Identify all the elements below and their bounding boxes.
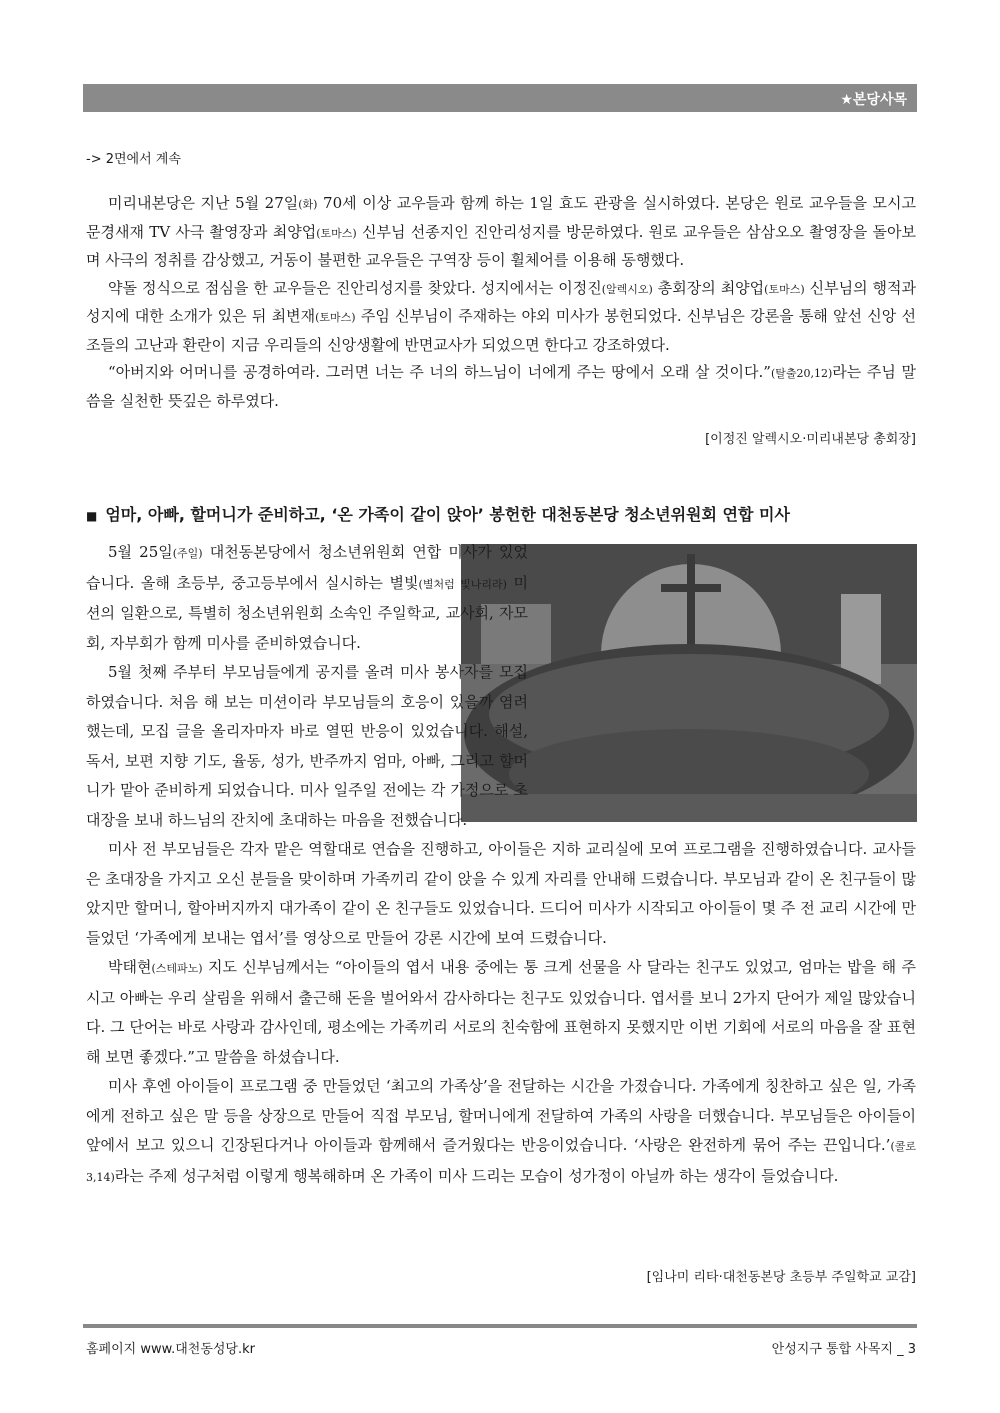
paragraph: 미사 전 부모님들은 각자 맡은 역할대로 연습을 진행하고, 아이들은 지하 교리실에 모여 프로그램을 진행하였습니다. 교사들은 초대장을 가지고 오신 분들을 맞이하며 가족끼리 같이 앉을 수 있게 자리를 안내해 드렸습니다. 부모님과 같이 온 친구들이 많았지만 할머니, 할아버지까지 대가족이 같이 온 친구들도 있었습니다. 드디어 미사가 시작되고 아이들이 몇 주 전 교리 시간에 만들었던 ‘가족에게 보내는 엽서’를 영상으로 만들어 강론 시간에 보여 드렸습니다. bbox=[86, 840, 916, 947]
paragraph: 미리내본당은 지난 5월 27일(화) 70세 이상 교우들과 함께 하는 1일 효도 관광을 실시하였다. 본당은 원로 교우들을 모시고 문경새재 TV 사극 촬영장과 최양업(토마스) 신부님 선종지인 진안리성지를 방문하였다. 원로 교우들은 삼삼오오 촬영장을 돌아보며 사극의 정취를 감상했고, 거동이 불편한 교우들은 구역장 등이 휠체어를 이용해 동행했다. bbox=[86, 194, 917, 269]
paragraph: 5월 첫째 주부터 부모님들에게 공지를 올려 미사 봉사자를 모집하였습니다. 처음 해 보는 미션이라 부모님들의 호응이 있을까 염려했는데, 모집 글을 올리자마자 바로 열띤 반응이 있었습니다. 해설, 독서, 보편 지향 기도, 율동, 성가, 반주까지 엄마, 아빠, 그리고 할머니가 맡아 준비하게 되었습니다. 미사 일주일 전에는 각 가정으로 초대장을 보내 하느님의 잔치에 초대하는 마음을 전했습니다. bbox=[86, 663, 528, 829]
paragraph: 5월 25일(주일) 대천동본당에서 청소년위원회 연합 미사가 있었습니다. 올해 초등부, 중고등부에서 실시하는 별빛(별처럼 빛나리라) 미션의 일환으로, 특별히 청소년위원회 소속인 주일학교, 교사회, 자모회, 자부회가 함께 미사를 준비하였습니다. bbox=[86, 543, 529, 652]
article-credit: [임나미 리타·대천동본당 초등부 주일학교 교감] bbox=[646, 1270, 916, 1285]
footer-homepage: 홈페이지 www.대천동성당.kr bbox=[86, 1342, 255, 1357]
continued-note: -> 2면에서 계속 bbox=[86, 152, 181, 167]
article-daecheondong bbox=[86, 538, 916, 1192]
section-header-bar bbox=[83, 84, 917, 112]
footer-divider bbox=[83, 1324, 917, 1328]
article-credit: [이정진 알렉시오·미리내본당 총회장] bbox=[705, 432, 916, 447]
footer-page-number: 안성지구 통합 사목지 _ 3 bbox=[771, 1342, 916, 1357]
section-label: ★본당사목 bbox=[840, 92, 907, 108]
photo-spacer bbox=[536, 538, 916, 828]
square-bullet-icon: ■ bbox=[86, 509, 98, 523]
article-mirinae bbox=[86, 190, 916, 415]
article-headline: ■ 엄마, 아빠, 할머니가 준비하고, ‘온 가족이 같이 앉아’ 봉헌한 대천동본당 청소년위원회 연합 미사 bbox=[86, 505, 790, 524]
paragraph: 미사 후엔 아이들이 프로그램 중 만들었던 ‘최고의 가족상’을 전달하는 시간을 가졌습니다. 가족에게 칭찬하고 싶은 일, 가족에게 전하고 싶은 말 등을 상장으로 만들어 직접 부모님, 할머니에게 전달하여 가족의 사랑을 더했습니다. 부모님들은 아이들이 앞에서 보고 있으니 긴장된다거나 아이들과 함께해서 즐거웠다는 반응이었습니다. ‘사랑은 완전하게 묶어 주는 끈입니다.’(콜로3,14)라는 주제 성구처럼 이렇게 행복해하며 온 가족이 미사 드리는 모습이 성가정이 아닐까 하는 생각이 들었습니다. bbox=[86, 1077, 916, 1185]
paragraph: “아버지와 어머니를 공경하여라. 그러면 너는 주 너의 하느님이 너에게 주는 땅에서 오래 살 것이다.”(탈출20,12)라는 주님 말씀을 실천한 뜻깊은 하루였다. bbox=[86, 363, 916, 410]
paragraph: 박태현(스테파노) 지도 신부님께서는 “아이들의 엽서 내용 중에는 통 크게 선물을 사 달라는 친구도 있었고, 엄마는 밥을 해 주시고 아빠는 우리 살림을 위해서 출근해 돈을 벌어와서 감사하다는 친구도 있었습니다. 엽서를 보니 2가지 단어가 제일 많았습니다. 그 단어는 바로 사랑과 감사인데, 평소에는 가족끼리 서로의 친숙함에 표현하지 못했지만 이번 기회에 서로의 마음을 잘 표현해 보면 좋겠다.”고 말씀을 하셨습니다. bbox=[86, 958, 916, 1066]
paragraph: 약돌 정식으로 점심을 한 교우들은 진안리성지를 찾았다. 성지에서는 이정진(알렉시오) 총회장의 최양업(토마스) 신부님의 행적과 성지에 대한 소개가 있은 뒤 최변재(토마스) 주임 신부님이 주재하는 야외 미사가 봉헌되었다. 신부님은 강론을 통해 앞선 신앙 선조들의 고난과 환란이 지금 우리들의 신앙생활에 반면교사가 되었으면 한다고 강조하였다. bbox=[86, 278, 917, 354]
